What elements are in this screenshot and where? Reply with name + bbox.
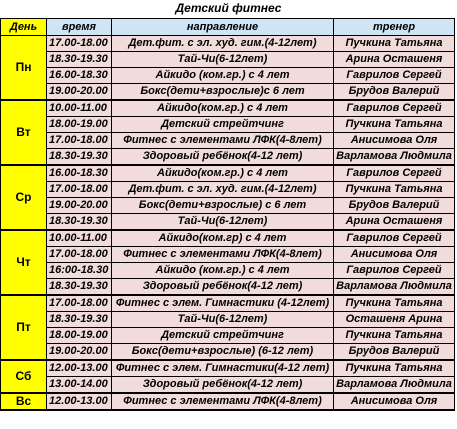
direction-cell: Здоровый ребёнок(4-12 лет): [112, 279, 334, 296]
time-cell: 17.00-18.00: [47, 133, 112, 149]
day-cell: Пт: [1, 295, 47, 360]
table-row: [1, 295, 455, 312]
table-row: [1, 100, 455, 117]
table-row: [1, 230, 455, 247]
time-cell: 17.00-18.00: [47, 247, 112, 263]
trainer-cell: Пучкина Татьяна: [334, 295, 455, 312]
trainer-cell: Гаврилов Сергей: [334, 230, 455, 247]
direction-cell: Детский стрейтчинг: [112, 328, 334, 344]
table-row: [1, 377, 455, 394]
direction-cell: Тай-Чи(6-12лет): [112, 214, 334, 231]
table-row: [1, 328, 455, 344]
direction-cell: Дет.фит. с эл. худ. гим.(4-12лет): [112, 182, 334, 198]
trainer-cell: Варламова Людмила: [334, 377, 455, 394]
table-row: [1, 149, 455, 166]
direction-cell: Айкидо (ком.гр.) с 4 лет: [112, 263, 334, 279]
time-cell: 16:00-18.30: [47, 263, 112, 279]
trainer-cell: Гаврилов Сергей: [334, 165, 455, 182]
trainer-cell: Анисимова Оля: [334, 393, 455, 410]
time-cell: 19.00-20.00: [47, 84, 112, 101]
time-cell: 13.00-14.00: [47, 377, 112, 394]
trainer-cell: Варламова Людмила: [334, 279, 455, 296]
table-row: [1, 182, 455, 198]
trainer-cell: Брудов Валерий: [334, 198, 455, 214]
direction-cell: Фитнес с элементами ЛФК(4-8лет): [112, 133, 334, 149]
direction-cell: Детский стрейтчинг: [112, 117, 334, 133]
time-cell: 19.00-20.00: [47, 344, 112, 361]
trainer-cell: Анисимова Оля: [334, 133, 455, 149]
trainer-cell: Анисимова Оля: [334, 247, 455, 263]
time-cell: 18.30-19.30: [47, 149, 112, 166]
table-row: [1, 198, 455, 214]
time-cell: 12.00-13.00: [47, 360, 112, 377]
table-row: [1, 214, 455, 231]
header-time: время: [47, 19, 112, 36]
day-cell: Вт: [1, 100, 47, 165]
direction-cell: Фитнес с элем. Гимнастики (4-12лет): [112, 295, 334, 312]
table-row: [1, 393, 455, 410]
page-title: Детский фитнес: [175, 1, 282, 15]
header-row: [1, 19, 455, 36]
table-row: [1, 68, 455, 84]
direction-cell: Тай-Чи(6-12лет): [112, 312, 334, 328]
time-cell: 18.00-19.00: [47, 117, 112, 133]
direction-cell: Бокс(дети+взрослые) с 6 лет: [112, 198, 334, 214]
table-row: [1, 133, 455, 149]
schedule-body: [1, 36, 455, 411]
direction-cell: Айкидо(ком.гр.) с 4 лет: [112, 100, 334, 117]
time-cell: 16.00-18.30: [47, 68, 112, 84]
time-cell: 10.00-11.00: [47, 100, 112, 117]
time-cell: 17.00-18.00: [47, 295, 112, 312]
trainer-cell: Гаврилов Сергей: [334, 68, 455, 84]
table-row: [1, 360, 455, 377]
direction-cell: Дет.фит. с эл. худ. гим.(4-12лет): [112, 36, 334, 52]
direction-cell: Здоровый ребёнок(4-12 лет): [112, 149, 334, 166]
day-cell: Ср: [1, 165, 47, 230]
time-cell: 17.00-18.00: [47, 182, 112, 198]
header-trainer: тренер: [334, 19, 455, 36]
table-row: [1, 344, 455, 361]
trainer-cell: Варламова Людмила: [334, 149, 455, 166]
direction-cell: Фитнес с элем. Гимнастики(4-12 лет): [112, 360, 334, 377]
direction-cell: Айкидо (ком.гр.) с 4 лет: [112, 68, 334, 84]
table-row: [1, 52, 455, 68]
direction-cell: Фитнес с элементами ЛФК(4-8лет): [112, 247, 334, 263]
table-row: [1, 117, 455, 133]
trainer-cell: Гаврилов Сергей: [334, 263, 455, 279]
trainer-cell: Брудов Валерий: [334, 344, 455, 361]
time-cell: 18.30-19.30: [47, 279, 112, 296]
schedule-table: [0, 18, 455, 411]
time-cell: 18.30-19.30: [47, 312, 112, 328]
direction-cell: Тай-Чи(6-12лет): [112, 52, 334, 68]
trainer-cell: Пучкина Татьяна: [334, 182, 455, 198]
time-cell: 17.00-18.00: [47, 36, 112, 52]
day-cell: Сб: [1, 360, 47, 393]
trainer-cell: Пучкина Татьяна: [334, 360, 455, 377]
direction-cell: Бокс(дети+взрослые)с 6 лет: [112, 84, 334, 101]
time-cell: 18.30-19.30: [47, 52, 112, 68]
trainer-cell: Пучкина Татьяна: [334, 36, 455, 52]
day-cell: Чт: [1, 230, 47, 295]
trainer-cell: Гаврилов Сергей: [334, 100, 455, 117]
time-cell: 10.00-11.00: [47, 230, 112, 247]
direction-cell: Здоровый ребёнок(4-12 лет): [112, 377, 334, 394]
direction-cell: Айкидо(ком.гр.) с 4 лет: [112, 165, 334, 182]
direction-cell: Айкидо(ком.гр) с 4 лет: [112, 230, 334, 247]
table-row: [1, 263, 455, 279]
table-row: [1, 165, 455, 182]
header-day: День: [1, 19, 47, 36]
direction-cell: Фитнес с элементами ЛФК(4-8лет): [112, 393, 334, 410]
header-direction: направление: [112, 19, 334, 36]
time-cell: 12.00-13.00: [47, 393, 112, 410]
table-row: [1, 247, 455, 263]
day-cell: Пн: [1, 36, 47, 101]
table-row: [1, 312, 455, 328]
time-cell: 18.30-19.30: [47, 214, 112, 231]
time-cell: 16.00-18.30: [47, 165, 112, 182]
trainer-cell: Пучкина Татьяна: [334, 117, 455, 133]
trainer-cell: Пучкина Татьяна: [334, 328, 455, 344]
table-row: [1, 279, 455, 296]
day-cell: Вс: [1, 393, 47, 410]
direction-cell: Бокс(дети+взрослые) (6-12 лет): [112, 344, 334, 361]
trainer-cell: Осташеня Арина: [334, 312, 455, 328]
trainer-cell: Брудов Валерий: [334, 84, 455, 101]
time-cell: 18.00-19.00: [47, 328, 112, 344]
table-row: [1, 36, 455, 52]
trainer-cell: Арина Осташеня: [334, 214, 455, 231]
table-row: [1, 84, 455, 101]
trainer-cell: Арина Осташеня: [334, 52, 455, 68]
time-cell: 19.00-20.00: [47, 198, 112, 214]
